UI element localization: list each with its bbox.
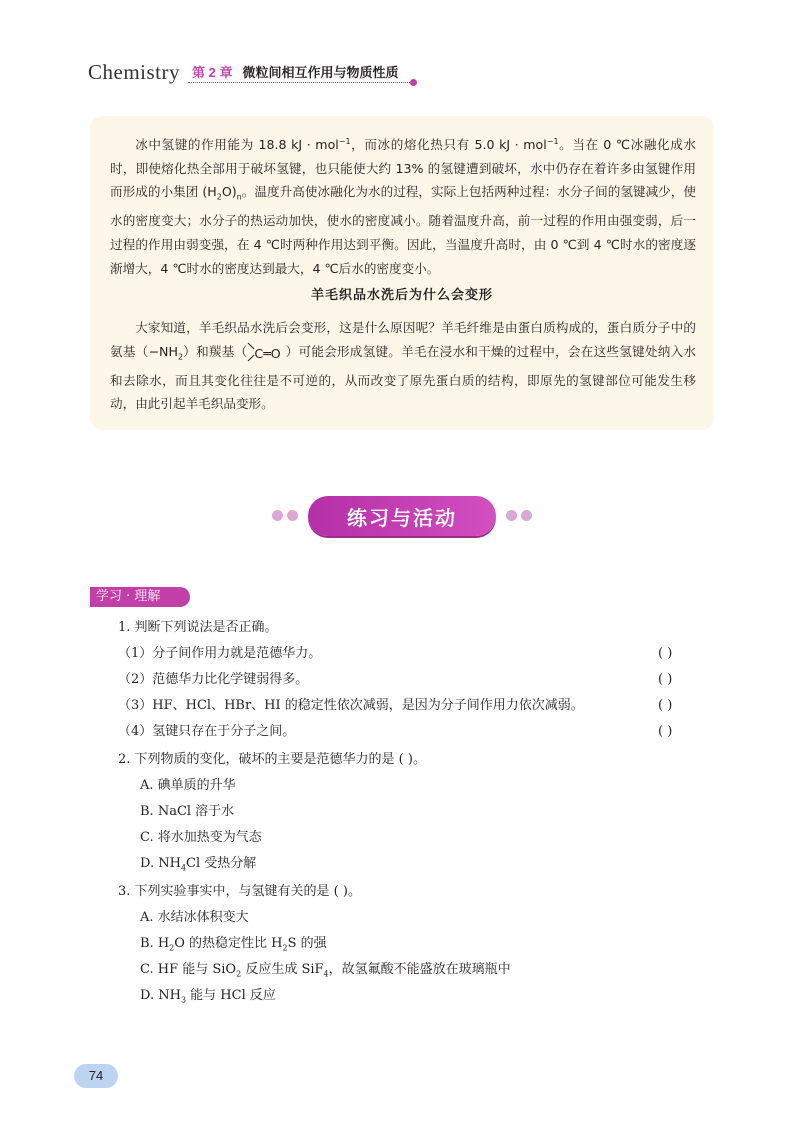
section-tag: 学习 · 理解 <box>90 587 190 607</box>
q3-option-b[interactable]: B. $H_2O$ 的热稳定性比 $H_2S$ 的强 <box>140 936 327 953</box>
q3-option-c[interactable]: C. HF 能与 SiO$_2$ 反应生成 SiF$_4$，故氢氟酸不能盛放在玻璃瓶中 <box>140 962 511 979</box>
q1-stem: 1. 判断下列说法是否正确。 <box>118 620 278 635</box>
q2-option-b[interactable]: B. NaCl 溶于水 <box>140 804 235 819</box>
q3-stem: 3. 下列实验事实中，与氢键有关的是 ( )。 <box>118 884 361 899</box>
q1-blank-2[interactable]: ( ) <box>658 672 673 687</box>
q1-blank-4[interactable]: ( ) <box>658 724 673 739</box>
q2-option-a[interactable]: A. 碘单质的升华 <box>140 778 236 793</box>
reading-box <box>90 116 714 430</box>
carbonyl-structure: C═O <box>247 342 285 362</box>
wool-paragraph: 大家知道，羊毛织品水洗后会变形，这是什么原因呢？羊毛纤维是由蛋白质构成的，蛋白质分子中的氨基$(-NH_2)$和羰基（ C═O ）可能会形成氢键。羊毛在浸水和干燥的过程中，会在这些氢键处纳入水和去除水，而且其变化往往是不可逆的，从而改变了原先蛋白质的结构，即原先的氢键部位可能发生移动，由此引起羊毛织品变形。 <box>110 320 696 412</box>
banner-dot-right-2 <box>521 510 532 521</box>
header-dot <box>410 79 417 86</box>
q1-blank-3[interactable]: ( ) <box>658 698 673 713</box>
banner-title: 练习与活动 <box>347 506 457 530</box>
chapter-title: 微粒间相互作用与物质性质 <box>242 65 399 80</box>
chapter-number: 第 2 章 <box>192 65 233 80</box>
q1-item-3: （3）HF、HCl、HBr、HI 的稳定性依次减弱，是因为分子间作用力依次减弱。 <box>118 698 584 713</box>
page-number: 74 <box>74 1064 118 1088</box>
section-banner <box>272 496 532 536</box>
ice-hydrogen-bond-paragraph: 冰中氢键的作用能为 18.8 kJ · mol$^{-1}$，而冰的熔化热只有 5.0 kJ · mol$^{-1}$。当在 0 ℃冰融化成水时，即使熔化热全部用于破坏氢键，也只能使大约 13% 的氢键遭到破坏，水中仍存在着许多由氢键作用而形成的小集团 $(H_2O)_n$。温度升高使冰融化为水的过程，实际上包括两种过程：水分子间的氢键减少，使水的密度变大；水分子的热运动加快，使水的密度减小。随着温度升高，前一过程的作用由强变弱，后一过程的作用由弱变强，在 4 ℃时两种作用达到平衡。因此，当温度升高时，由 0 ℃到 4 ℃时水的密度逐渐增大，4 ℃时水的密度达到最大，4 ℃后水的密度变小。 <box>110 137 697 276</box>
banner-dot-right-1 <box>506 510 517 521</box>
q2-option-d[interactable]: D. $NH_4Cl$ 受热分解 <box>140 856 257 873</box>
q2-option-c[interactable]: C. 将水加热变为气态 <box>140 830 262 845</box>
chapter-heading <box>192 62 398 81</box>
banner-dot-left-1 <box>272 510 283 521</box>
q1-item-1: （1）分子间作用力就是范德华力。 <box>118 646 322 661</box>
box-subtitle: 羊毛织品水洗后为什么会变形 <box>310 288 493 303</box>
q2-stem: 2. 下列物质的变化，破坏的主要是范德华力的是 ( )。 <box>118 752 426 767</box>
book-brand: Chemistry <box>88 60 180 84</box>
q1-item-2: （2）范德华力比化学键弱得多。 <box>118 672 309 687</box>
q1-blank-1[interactable]: ( ) <box>658 646 673 661</box>
header-rule <box>188 82 410 84</box>
q3-option-a[interactable]: A. 水结冰体积变大 <box>140 910 249 925</box>
page-header <box>88 58 418 90</box>
q1-item-4: （4）氢键只存在于分子之间。 <box>118 724 296 739</box>
q3-option-d[interactable]: D. $NH_3$ 能与 HCl 反应 <box>140 988 276 1005</box>
banner-pill <box>308 496 496 536</box>
banner-dot-left-2 <box>287 510 298 521</box>
